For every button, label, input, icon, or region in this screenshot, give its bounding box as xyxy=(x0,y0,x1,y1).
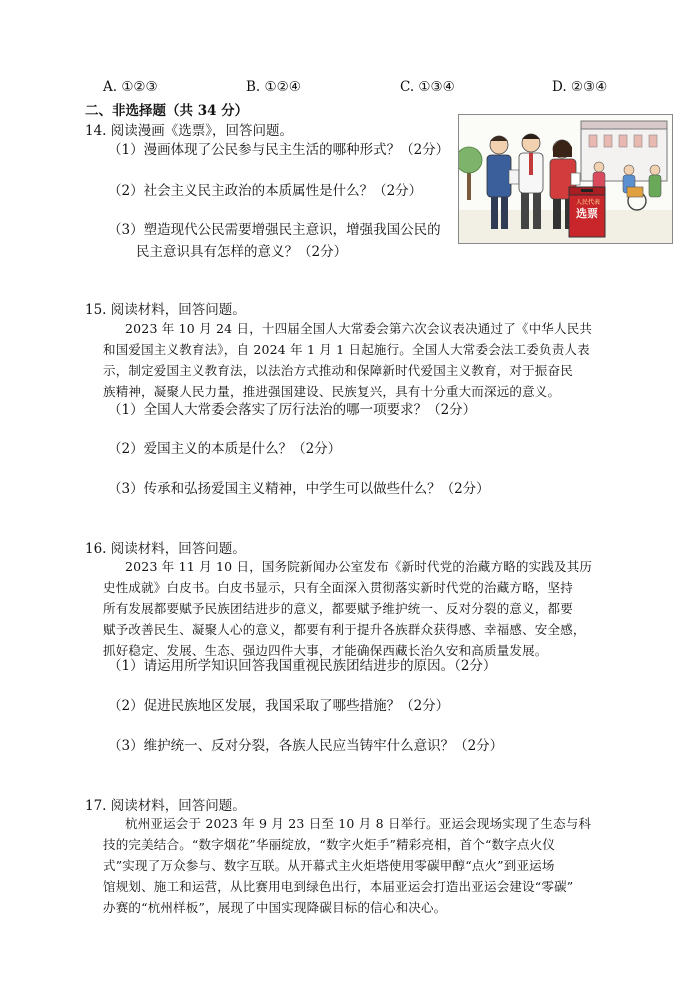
option-d: D. ②③④ xyxy=(552,79,608,95)
q16-sub1: （1）请运用所学知识回答我国重视民族团结进步的原因。（2分） xyxy=(108,658,497,674)
q17-material-line-2: 技的完美结合。“数字烟花”华丽绽放，“数字火炬手”精彩亮相，首个“数字点火仪 xyxy=(103,837,556,852)
q14-stem: 14. 阅读漫画《选票》，回答问题。 xyxy=(85,123,294,139)
q16-material-line-2: 史性成就》白皮书。白皮书显示，只有全面深入贯彻落实新时代党的治藏方略，坚持 xyxy=(103,580,573,595)
voting-cartoon-image xyxy=(458,114,673,244)
q15-material-line-3: 示，制定爱国主义教育法，以法治方式推动和保障新时代爱国主义教育，对于振奋民 xyxy=(103,363,573,378)
q15-material-line-4: 族精神，凝聚人民力量，推进强国建设、民族复兴，具有十分重大而深远的意义。 xyxy=(103,384,561,399)
q16-material-line-4: 赋予改善民生、凝聚人心的意义，都要有利于提升各族群众获得感、幸福感、安全感， xyxy=(103,622,586,637)
q16-sub3: （3）维护统一、反对分裂，各族人民应当铸牢什么意识？（2分） xyxy=(108,738,504,754)
q16-material-line-1: 2023 年 11 月 10 日，国务院新闻办公室发布《新时代党的治藏方略的实践及其历 xyxy=(125,559,593,574)
q15-sub1: （1）全国人大常委会落实了厉行法治的哪一项要求？（2分） xyxy=(108,402,477,418)
ballot-box-banner: 人民代表 xyxy=(575,199,600,206)
option-a: A. ①②③ xyxy=(103,79,158,95)
q16-material-line-3: 所有发展都要赋予民族团结进步的意义，都要赋予维护统一、反对分裂的意义，都要 xyxy=(103,601,573,616)
q16-material-line-5: 抓好稳定、发展、生态、强边四件大事，才能确保西藏长治久安和高质量发展。 xyxy=(103,643,548,658)
q14-sub3-line1: （3）塑造现代公民需要增强民主意识，增强我国公民的 xyxy=(108,222,441,238)
q17-material-line-5: 办赛的“杭州样板”，展现了中国实现降碳目标的信心和决心。 xyxy=(103,900,447,915)
q15-material-line-2: 和国爱国主义教育法》，自 2024 年 1 月 1 日起施行。全国人大常委会法工委负责人表 xyxy=(103,342,590,357)
q15-sub2: （2）爱国主义的本质是什么？（2分） xyxy=(108,441,342,457)
section-title: 二、非选择题（共 34 分） xyxy=(85,103,249,119)
q17-material-line-1: 杭州亚运会于 2023 年 9 月 23 日至 10 月 8 日举行。亚运会现场实现了生态与科 xyxy=(125,816,592,831)
q16-sub2: （2）促进民族地区发展，我国采取了哪些措施？（2分） xyxy=(108,698,450,714)
q16-stem: 16. 阅读材料，回答问题。 xyxy=(85,541,246,557)
ballot-box-label: 选票 xyxy=(576,207,598,220)
q17-material-line-3: 式”实现了万众参与、数字互联。从开幕式主火炬塔使用零碳甲醇“点火”到亚运场 xyxy=(103,858,555,873)
q15-sub3: （3）传承和弘扬爱国主义精神，中学生可以做些什么？（2分） xyxy=(108,481,490,497)
option-b: B. ①②④ xyxy=(246,79,301,95)
option-c: C. ①③④ xyxy=(400,79,455,95)
q14-sub1: （1）漫画体现了公民参与民主生活的哪种形式？（2分） xyxy=(108,142,450,158)
q15-material-line-1: 2023 年 10 月 24 日，十四届全国人大常委会第六次会议表决通过了《中华人民共 xyxy=(125,321,593,336)
q17-material-line-4: 馆规划、施工和运营，从比赛用电到绿色出行，本届亚运会打造出亚运会建设“零碳” xyxy=(103,879,574,894)
q14-sub2: （2）社会主义民主政治的本质属性是什么？（2分） xyxy=(108,183,423,199)
q17-stem: 17. 阅读材料，回答问题。 xyxy=(85,798,246,814)
q14-sub3-line2: 民主意识具有怎样的意义？（2分） xyxy=(136,244,348,260)
voting-cartoon-illustration xyxy=(459,115,672,243)
q15-stem: 15. 阅读材料，回答问题。 xyxy=(85,302,246,318)
